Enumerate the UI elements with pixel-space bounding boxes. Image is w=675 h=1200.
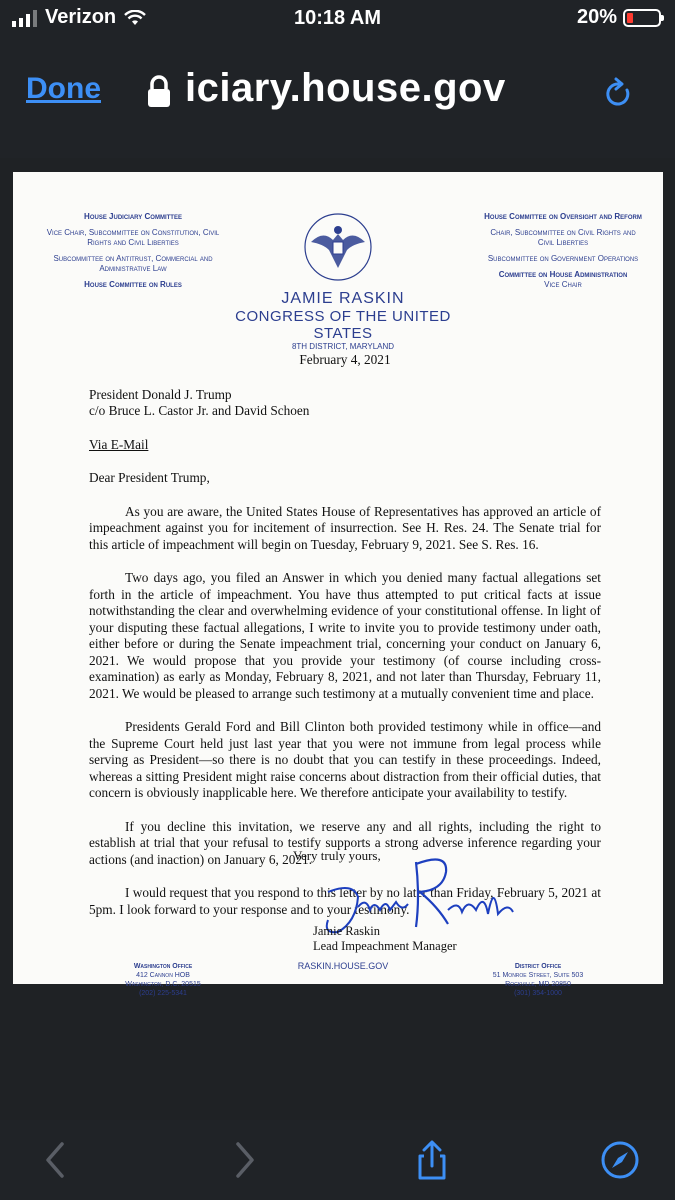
clock: 10:18 AM [293,7,382,29]
footer-website: RASKIN.HOUSE.GOV [297,961,389,971]
footer-left-title: Washington Office [133,963,193,970]
footer-left-line-2: Washington, D.C. 20515 [125,981,201,988]
lock-icon [145,74,173,108]
footer-district-office [473,962,603,998]
web-content[interactable] [0,158,675,1120]
congress-label: CONGRESS OF THE UNITED STATES [235,308,451,342]
right-role-2: Subcommittee on Government Operations [487,254,639,263]
left-committee-2: House Committee on Rules [84,280,182,289]
left-role-1: Vice Chair, Subcommittee on Constitution, Civil Rights and Civil Liberties [46,228,220,247]
browser-nav-bar [0,38,675,158]
right-role-1: Chair, Subcommittee on Civil Rights and Civil Liberties [490,228,636,247]
paragraph-4: If you decline this invitation, we reserve any and all rights, including the right to establish at trial that your refusal to testify supports a strong adverse inference regarding your actions (and inaction) on January 6, 2021. [89,818,601,867]
member-name: JAMIE RASKIN [281,290,405,307]
back-icon[interactable] [36,1138,76,1182]
signer-title: Lead Impeachment Manager [313,939,457,953]
eagle-seal-icon [303,212,373,282]
paragraph-5: I would request that you respond to this letter by no later than Friday, February 5, 2021 at 5pm. I look forward to your response and to your testimony. [89,885,601,917]
paragraph-2: Two days ago, you filed an Answer in which you denied many factual allegations set forth in the article of impeachment. You have thus attempted to put critical facts at issue notwithstanding the clear and overwhelming evidence of your constitutional offense. In light of your disputing these factual allegations, I write to invite you to provide testimony under oath, either before or during the Senate impeachment trial, concerning your conduct on January 6, 2021. We would propose that you provide your testimony (of course including cross-examination) as early as Monday, February 8, 2021, and not later than Thursday, February 11, 2021. We would be pleased to arrange such testimony at a mutually convenient time and place. [89,570,601,701]
letterhead-right [483,212,643,296]
status-bar [0,0,675,38]
reload-icon[interactable] [600,76,636,112]
footer-right-line-3: (301) 354-1000 [514,990,562,997]
letter-body [89,352,601,918]
footer-right-line-2: Rockville, MD 20850 [505,981,571,988]
via-email: Via E-Mail [89,436,149,452]
paragraph-3: Presidents Gerald Ford and Bill Clinton both provided testimony while in office—and the Supreme Court held just last year that you were not immune from legal process while serving as President—so there is no doubt that you can testify in these proceedings. Indeed, whereas a sitting President might raise concerns about distraction from their official duties, that concern is obviously inapplicable here. We therefore anticipate your availability to testify. [89,719,601,800]
right-committee-1: House Committee on Oversight and Reform [484,212,642,221]
letter-page [13,172,663,997]
carrier-label: Verizon [45,6,117,28]
left-committee-1: House Judiciary Committee [84,212,182,221]
recipient-line-1: President Donald J. Trump [89,386,232,402]
left-role-2: Subcommittee on Antitrust, Commercial and Administrative Law [53,254,213,273]
letterhead-left [43,212,223,296]
signer-block [313,924,457,954]
done-button[interactable]: Done [26,72,101,105]
battery-percent: 20% [576,6,617,28]
url-label[interactable]: iciary.house.gov [185,66,506,110]
battery-icon [623,9,661,27]
safari-compass-icon[interactable] [600,1138,640,1182]
forward-icon[interactable] [224,1138,264,1182]
closing: Very truly yours, [293,848,381,863]
right-role-3: Vice Chair [544,280,582,289]
signer-name: Jamie Raskin [313,924,381,938]
battery-group [577,6,661,29]
recipient-line-2: c/o Bruce L. Castor Jr. and David Schoen [89,403,310,418]
footer-left-line-3: (202) 225-5341 [139,990,187,997]
footer-washington-office [93,962,233,998]
greeting: Dear President Trump, [89,470,210,485]
footer-right-title: District Office [514,963,562,970]
footer-right-line-1: 51 Monroe Street, Suite 503 [492,972,584,979]
member-name-block [228,290,458,351]
browser-toolbar [0,1120,675,1200]
letter-date: February 4, 2021 [299,352,391,367]
share-icon[interactable] [412,1138,452,1182]
right-committee-2: Committee on House Administration [498,270,628,279]
district-label: 8TH DISTRICT, MARYLAND [291,342,395,351]
paragraph-1: As you are aware, the United States House of Representatives has approved an article of impeachment against you for incitement of insurrection. See H. Res. 24. The Senate trial for this article of impeachment will begin on Tuesday, February 9, 2021. See S. Res. 16. [89,503,601,552]
footer-left-line-1: 412 Cannon HOB [136,972,190,979]
